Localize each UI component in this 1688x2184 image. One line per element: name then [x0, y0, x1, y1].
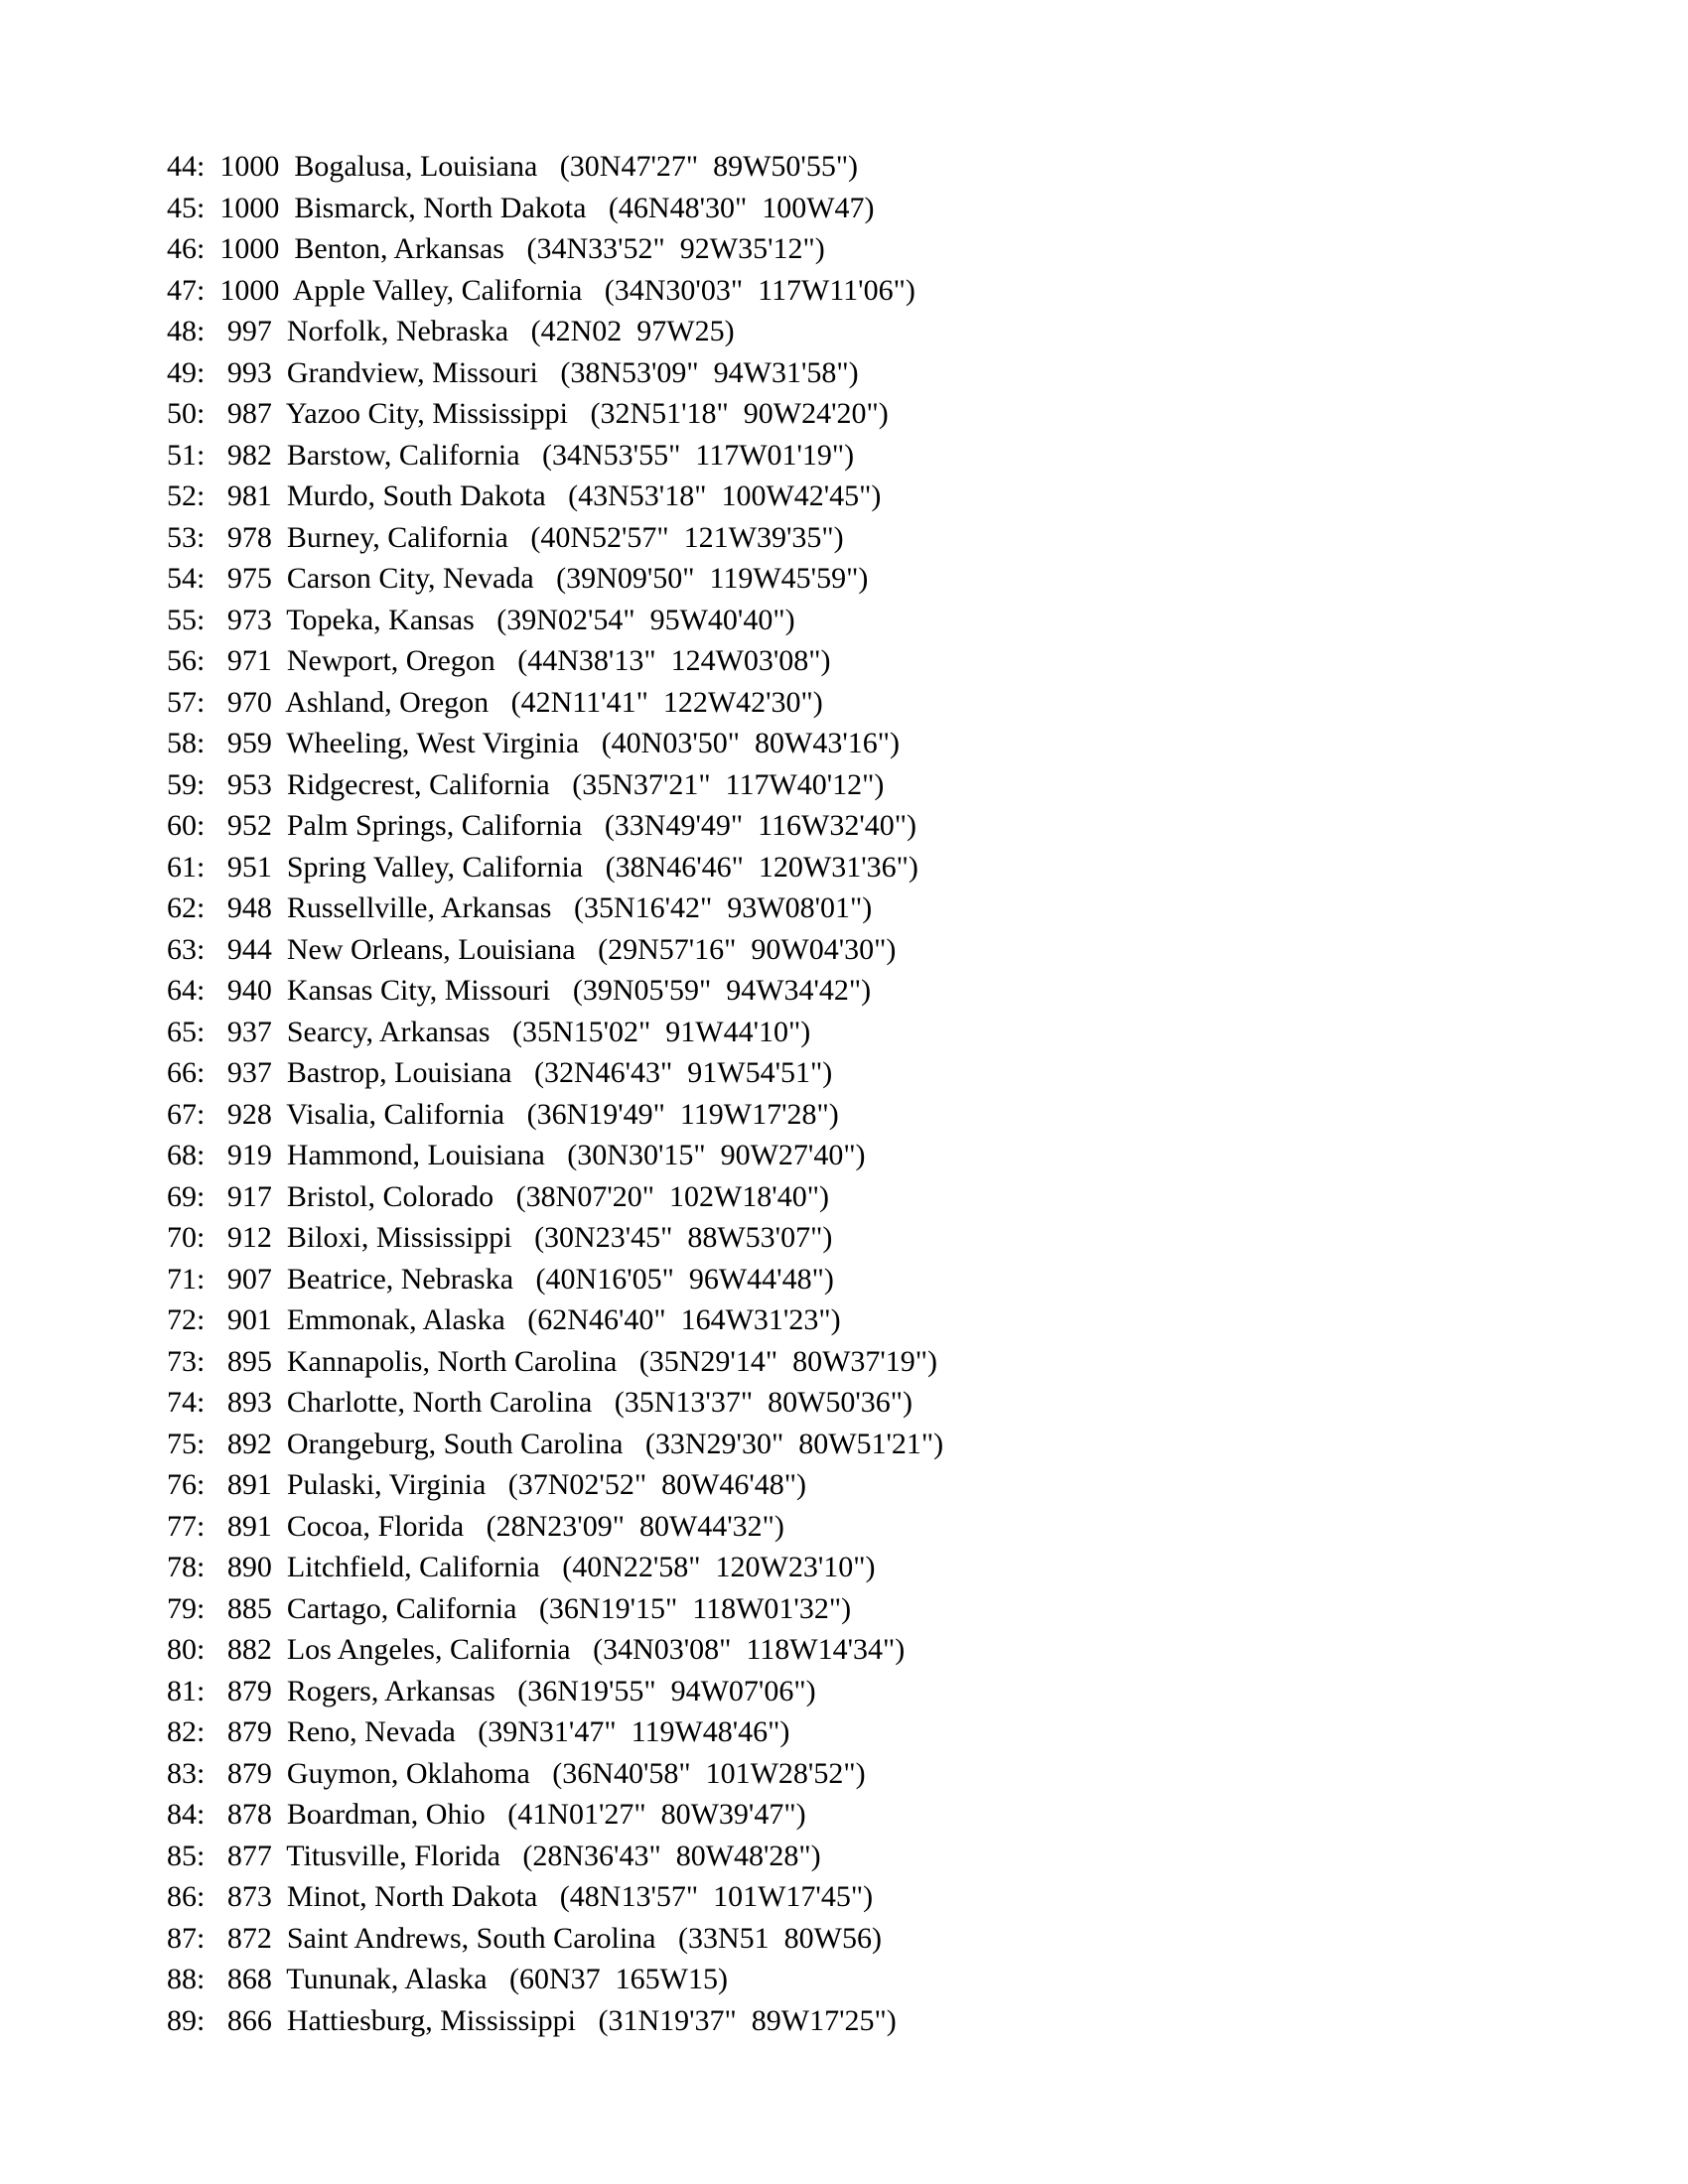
list-item: 56: 971 Newport, Oregon (44N38'13" 124W03'08")	[167, 644, 831, 677]
list-item: 73: 895 Kannapolis, North Carolina (35N29'14" 80W37'19")	[167, 1344, 938, 1378]
list-item: 71: 907 Beatrice, Nebraska (40N16'05" 96W44'48")	[167, 1262, 834, 1296]
list-item: 79: 885 Cartago, California (36N19'15" 118W01'32")	[167, 1591, 852, 1625]
list-item: 47: 1000 Apple Valley, California (34N30'03" 117W11'06")	[167, 273, 915, 307]
list-item: 45: 1000 Bismarck, North Dakota (46N48'30" 100W47)	[167, 191, 875, 224]
ranked-city-list	[167, 146, 1557, 2041]
list-item: 50: 987 Yazoo City, Mississippi (32N51'18" 90W24'20")	[167, 397, 889, 430]
list-item: 83: 879 Guymon, Oklahoma (36N40'58" 101W28'52")	[167, 1756, 866, 1790]
list-item: 82: 879 Reno, Nevada (39N31'47" 119W48'46")	[167, 1715, 790, 1748]
list-item: 77: 891 Cocoa, Florida (28N23'09" 80W44'32")	[167, 1509, 784, 1543]
list-item: 59: 953 Ridgecrest, California (35N37'21" 117W40'12")	[167, 767, 885, 801]
list-item: 48: 997 Norfolk, Nebraska (42N02 97W25)	[167, 315, 735, 347]
list-item: 55: 973 Topeka, Kansas (39N02'54" 95W40'40")	[167, 603, 795, 636]
list-item: 84: 878 Boardman, Ohio (41N01'27" 80W39'47")	[167, 1798, 806, 1831]
list-item: 80: 882 Los Angeles, California (34N03'08" 118W14'34")	[167, 1633, 906, 1666]
list-item: 75: 892 Orangeburg, South Carolina (33N29'30" 80W51'21")	[167, 1427, 944, 1460]
list-item: 72: 901 Emmonak, Alaska (62N46'40" 164W31'23")	[167, 1303, 841, 1336]
list-item: 67: 928 Visalia, California (36N19'49" 119W17'28")	[167, 1097, 839, 1131]
list-item: 61: 951 Spring Valley, California (38N46'46" 120W31'36")	[167, 850, 918, 884]
list-item: 63: 944 New Orleans, Louisiana (29N57'16" 90W04'30")	[167, 932, 897, 966]
list-item: 58: 959 Wheeling, West Virginia (40N03'50" 80W43'16")	[167, 727, 900, 759]
list-item: 60: 952 Palm Springs, California (33N49'49" 116W32'40")	[167, 809, 916, 842]
list-item: 76: 891 Pulaski, Virginia (37N02'52" 80W46'48")	[167, 1468, 807, 1501]
list-item: 66: 937 Bastrop, Louisiana (32N46'43" 91W54'51")	[167, 1056, 833, 1089]
list-item: 78: 890 Litchfield, California (40N22'58" 120W23'10")	[167, 1551, 876, 1583]
list-item: 68: 919 Hammond, Louisiana (30N30'15" 90W27'40")	[167, 1139, 866, 1171]
list-item: 89: 866 Hattiesburg, Mississippi (31N19'37" 89W17'25")	[167, 2003, 897, 2037]
list-item: 46: 1000 Benton, Arkansas (34N33'52" 92W35'12")	[167, 232, 825, 265]
list-item: 51: 982 Barstow, California (34N53'55" 117W01'19")	[167, 438, 855, 472]
list-item: 57: 970 Ashland, Oregon (42N11'41" 122W42'30")	[167, 685, 823, 719]
list-item: 65: 937 Searcy, Arkansas (35N15'02" 91W44'10")	[167, 1015, 811, 1048]
list-item: 62: 948 Russellville, Arkansas (35N16'42" 93W08'01")	[167, 891, 873, 924]
list-item: 44: 1000 Bogalusa, Louisiana (30N47'27" 89W50'55")	[167, 150, 859, 183]
list-item: 85: 877 Titusville, Florida (28N36'43" 80W48'28")	[167, 1839, 821, 1872]
list-item: 53: 978 Burney, California (40N52'57" 121W39'35")	[167, 520, 844, 554]
list-item: 70: 912 Biloxi, Mississippi (30N23'45" 88W53'07")	[167, 1221, 833, 1254]
list-item: 81: 879 Rogers, Arkansas (36N19'55" 94W07'06")	[167, 1674, 816, 1707]
list-item: 87: 872 Saint Andrews, South Carolina (33N51 80W56)	[167, 1921, 882, 1955]
list-item: 88: 868 Tununak, Alaska (60N37 165W15)	[167, 1963, 728, 1995]
list-item: 86: 873 Minot, North Dakota (48N13'57" 101W17'45")	[167, 1880, 874, 1913]
list-item: 49: 993 Grandview, Missouri (38N53'09" 94W31'58")	[167, 355, 859, 389]
list-item: 64: 940 Kansas City, Missouri (39N05'59" 94W34'42")	[167, 974, 872, 1007]
list-item: 69: 917 Bristol, Colorado (38N07'20" 102W18'40")	[167, 1179, 829, 1213]
list-item: 74: 893 Charlotte, North Carolina (35N13'37" 80W50'36")	[167, 1386, 914, 1419]
list-item: 54: 975 Carson City, Nevada (39N09'50" 119W45'59")	[167, 562, 869, 595]
list-item: 52: 981 Murdo, South Dakota (43N53'18" 100W42'45")	[167, 479, 882, 512]
